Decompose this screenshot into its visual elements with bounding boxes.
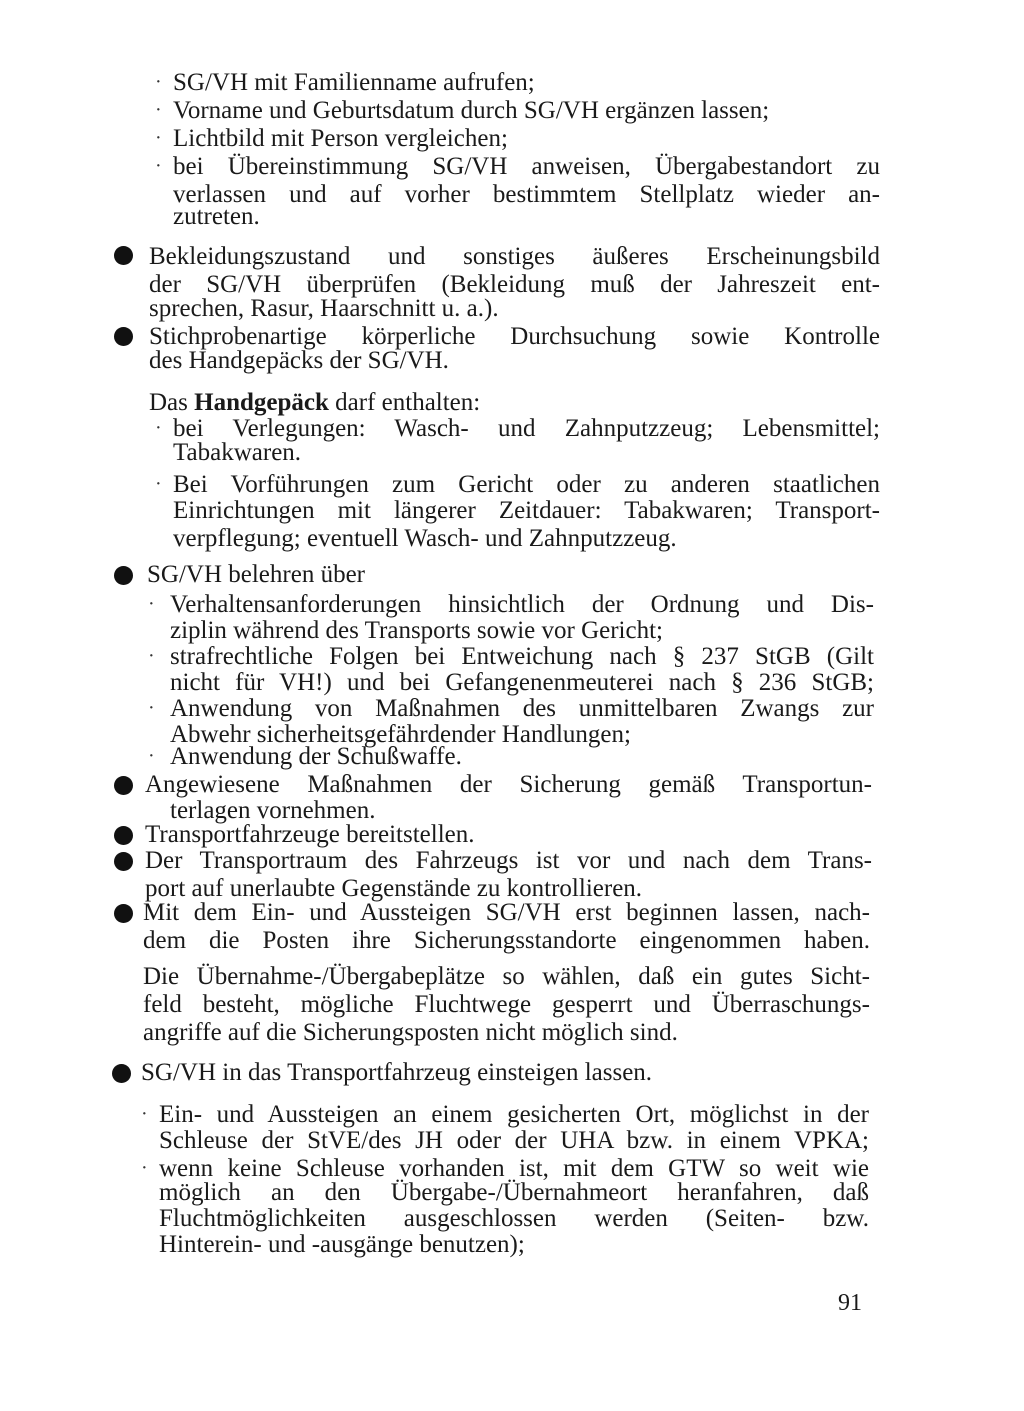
text-line: Mit dem Ein- und Aussteigen SG/VH erst beginnen lassen, nach- <box>143 899 870 926</box>
bullet-icon <box>112 1064 131 1083</box>
text-line: Tabakwaren. <box>173 439 302 466</box>
bullet-icon <box>114 776 133 795</box>
dash-marker: · <box>141 1103 148 1125</box>
bullet-icon <box>114 566 133 585</box>
page-number: 91 <box>838 1290 862 1316</box>
text-line: ziplin während des Transports sowie vor Gericht; <box>170 617 663 644</box>
text-line: Die Übernahme-/Übergabeplätze so wählen, daß ein gutes Sicht- <box>143 963 870 990</box>
text-line: Anwendung der Schußwaffe. <box>170 743 462 770</box>
text-line: sprechen, Rasur, Haarschnitt u. a.). <box>149 295 499 322</box>
dash-marker: · <box>155 417 162 439</box>
dash-marker: · <box>155 155 162 177</box>
bullet-icon <box>114 327 133 346</box>
text-line: dem die Posten ihre Sicherungsstandorte eingenommen haben. <box>143 927 870 954</box>
text-line: strafrechtliche Folgen bei Entweichung nach § 237 StGB (Gilt <box>170 643 874 670</box>
dash-marker: · <box>155 473 162 495</box>
text-line: wenn keine Schleuse vorhanden ist, mit dem GTW so weit wie <box>159 1155 869 1182</box>
text-line: SG/VH belehren über <box>147 561 365 588</box>
text-line: Einrichtungen mit längerer Zeitdauer: Tabakwaren; Transport- <box>173 497 880 524</box>
dash-marker: · <box>155 71 162 93</box>
text-line: Hinterein- und -ausgänge benutzen); <box>159 1231 525 1258</box>
text-line: Anwendung von Maßnahmen des unmittelbaren Zwangs zur <box>170 695 874 722</box>
text-line: des Handgepäcks der SG/VH. <box>149 347 449 374</box>
text-line: nicht für VH!) und bei Gefangenenmeuterei nach § 236 StGB; <box>170 669 874 696</box>
text-line: Abwehr sicherheitsgefährdender Handlungen; <box>170 721 631 748</box>
bullet-icon <box>114 852 133 871</box>
dash-marker: · <box>148 645 155 667</box>
text-line: bei Übereinstimmung SG/VH anweisen, Übergabestandort zu <box>173 153 880 180</box>
text-line: SG/VH in das Transportfahrzeug einsteigen lassen. <box>141 1059 653 1086</box>
text-line: SG/VH mit Familienname aufrufen; <box>173 69 535 96</box>
dash-marker: · <box>155 127 162 149</box>
text-line: angriffe auf die Sicherungsposten nicht möglich sind. <box>143 1019 678 1046</box>
text-line: Bei Vorführungen zum Gericht oder zu anderen staatlichen <box>173 471 880 498</box>
text-line: Bekleidungszustand und sonstiges äußeres Erscheinungsbild <box>149 243 880 270</box>
bullet-icon <box>114 826 133 845</box>
bullet-icon <box>114 904 133 923</box>
text-line: zutreten. <box>173 203 260 230</box>
text-line: terlagen vornehmen. <box>170 797 376 824</box>
text-line: möglich an den Übergabe-/Übernahmeort heranfahren, daß <box>159 1179 869 1206</box>
text-line: verlassen und auf vorher bestimmtem Stellplatz wieder an- <box>173 181 880 208</box>
text-line: Fluchtmöglichkeiten ausgeschlossen werden (Seiten- bzw. <box>159 1205 869 1232</box>
text-line: port auf unerlaubte Gegenstände zu kontrollieren. <box>145 875 643 902</box>
text-line: bei Verlegungen: Wasch- und Zahnputzzeug; Lebensmittel; <box>173 415 880 442</box>
text-line: der SG/VH überprüfen (Bekleidung muß der Jahreszeit ent- <box>149 271 880 298</box>
text-line: verpflegung; eventuell Wasch- und Zahnputzzeug. <box>173 525 677 552</box>
dash-marker: · <box>141 1157 148 1179</box>
dash-marker: · <box>148 697 155 719</box>
text-line: Der Transportraum des Fahrzeugs ist vor und nach dem Trans- <box>145 847 872 874</box>
text-line: Schleuse der StVE/des JH oder der UHA bzw. in einem VPKA; <box>159 1127 869 1154</box>
text-line: Verhaltensanforderungen hinsichtlich der Ordnung und Dis- <box>170 591 874 618</box>
dash-marker: · <box>155 99 162 121</box>
dash-marker: · <box>148 593 155 615</box>
text-line: Transportfahrzeuge bereitstellen. <box>145 821 475 848</box>
text-line: Angewiesene Maßnahmen der Sicherung gemäß Transportun- <box>145 771 872 798</box>
text-line: Lichtbild mit Person vergleichen; <box>173 125 508 152</box>
text-line: Ein- und Aussteigen an einem gesicherten Ort, möglichst in der <box>159 1101 869 1128</box>
text-line: feld besteht, mögliche Fluchtwege gesperrt und Überraschungs- <box>143 991 870 1018</box>
bullet-icon <box>114 246 133 265</box>
text-line: Vorname und Geburtsdatum durch SG/VH ergänzen lassen; <box>173 97 770 124</box>
text-line: Stichprobenartige körperliche Durchsuchung sowie Kontrolle <box>149 323 880 350</box>
dash-marker: · <box>148 745 155 767</box>
handgepaeck-heading: Das Handgepäck darf enthalten: <box>149 389 481 416</box>
